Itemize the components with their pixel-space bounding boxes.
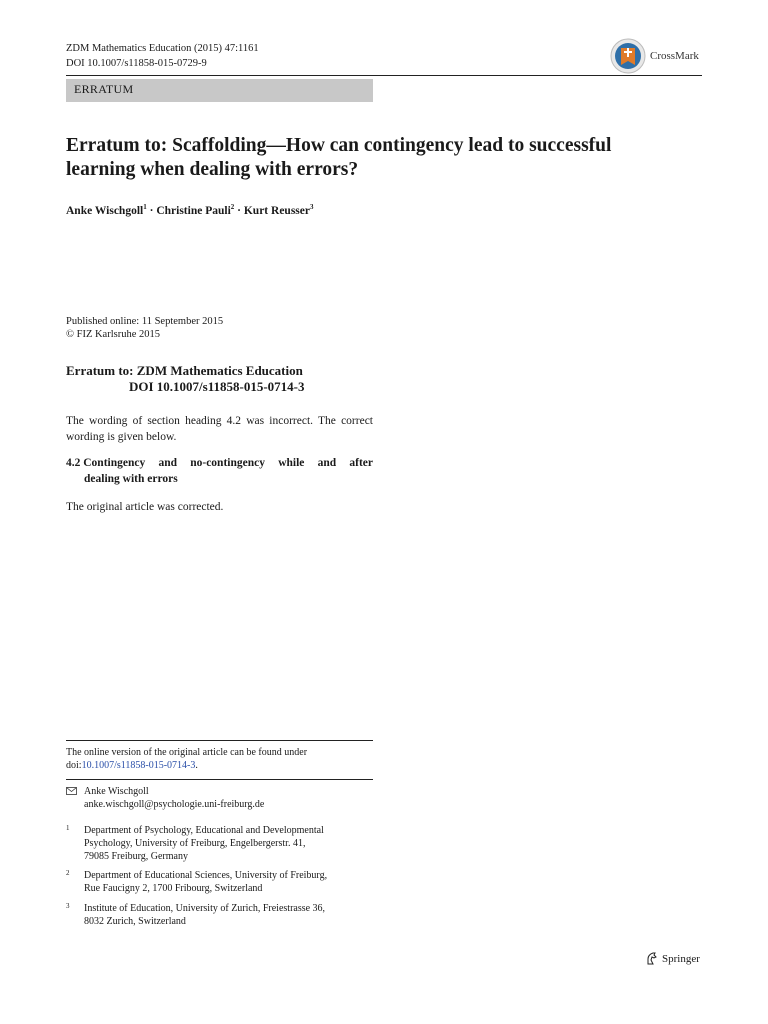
- article-type-banner: [66, 79, 373, 102]
- body-paragraph: The original article was corrected.: [66, 501, 224, 513]
- crossmark-icon: [610, 38, 646, 74]
- publication-info: [66, 315, 223, 341]
- affiliation-line: Department of Educational Sciences, University of Freiburg,: [84, 870, 328, 881]
- contact-name: Anke Wischgoll: [84, 786, 149, 797]
- affiliation-line: Psychology, University of Freiburg, Engelbergerstr. 41,: [84, 838, 306, 849]
- affiliation: [66, 902, 373, 928]
- published-date: Published online: 11 September 2015: [66, 316, 224, 327]
- author-name: Kurt Reusser: [243, 204, 310, 217]
- section-word: and: [158, 457, 177, 469]
- body-paragraph: The wording of section heading 4.2 was incorrect. The correct wording is given below.: [66, 415, 373, 443]
- section-word: 4.2 Contingency: [66, 457, 146, 469]
- publisher-name: Springer: [662, 952, 700, 965]
- affiliation-line: Institute of Education, University of Zurich, Freiestrasse 36,: [84, 903, 326, 914]
- online-version-note: [66, 746, 373, 772]
- article-title: Erratum to: Scaffolding—How can contingency lead to successful learning when dealing with errors?: [66, 135, 612, 180]
- erratum-heading: [66, 363, 305, 395]
- article-doi: DOI 10.1007/s11858-015-0729-9: [66, 58, 207, 69]
- affiliation-number: 1: [66, 824, 70, 832]
- author-name: Christine Pauli: [156, 204, 231, 217]
- affiliation-number: 3: [66, 902, 70, 910]
- original-article-link[interactable]: 10.1007/s11858-015-0714-3: [81, 760, 196, 771]
- section-word: no-contingency: [190, 457, 265, 469]
- header-rule: [66, 75, 702, 76]
- publisher-logo: [646, 952, 700, 965]
- corresponding-author: [66, 786, 373, 811]
- affiliation-line: Department of Psychology, Educational and Developmental: [84, 825, 324, 836]
- crossmark-badge[interactable]: [610, 38, 699, 74]
- author-affiliation-ref: 1: [143, 203, 147, 211]
- affiliation-line: Rue Faucigny 2, 1700 Fribourg, Switzerland: [84, 883, 263, 894]
- erratum-heading-line1: Erratum to: ZDM Mathematics Education: [66, 363, 303, 378]
- affiliation-number: 2: [66, 869, 70, 877]
- affiliation-line: 8032 Zurich, Switzerland: [84, 916, 186, 927]
- affiliation: [66, 824, 373, 863]
- section-heading: [66, 455, 373, 487]
- envelope-icon: [66, 786, 84, 811]
- online-note-text: The online version of the original article can be found under: [66, 747, 308, 758]
- copyright: © FIZ Karlsruhe 2015: [66, 329, 161, 340]
- section-word: and: [317, 457, 337, 469]
- section-heading-line1: [66, 455, 373, 471]
- springer-horse-icon: [646, 952, 658, 965]
- journal-citation: ZDM Mathematics Education (2015) 47:1161: [66, 43, 259, 54]
- contact-email[interactable]: anke.wischgoll@psychologie.uni-freiburg.de: [84, 798, 265, 810]
- online-note-prefix: doi:: [66, 760, 82, 771]
- journal-header: [66, 41, 259, 71]
- author-separator: ·: [146, 204, 157, 217]
- footnote-rule: [66, 740, 373, 741]
- section-word: after: [349, 457, 373, 469]
- affiliation: [66, 869, 373, 895]
- author-affiliation-ref: 3: [309, 203, 314, 211]
- affiliation-line: 79085 Freiburg, Germany: [84, 851, 188, 862]
- erratum-heading-doi: DOI 10.1007/s11858-015-0714-3: [129, 379, 305, 394]
- crossmark-label: CrossMark: [650, 50, 699, 62]
- author-name: Anke Wischgoll: [66, 204, 144, 217]
- author-list: [66, 203, 313, 217]
- online-note-suffix: .: [195, 760, 198, 771]
- footnote-rule: [66, 779, 373, 780]
- author-separator: ·: [234, 204, 244, 217]
- author-affiliation-ref: 2: [230, 203, 235, 211]
- section-word: while: [278, 457, 305, 469]
- section-heading-line2: dealing with errors: [84, 473, 178, 485]
- article-type-label: ERRATUM: [74, 82, 134, 96]
